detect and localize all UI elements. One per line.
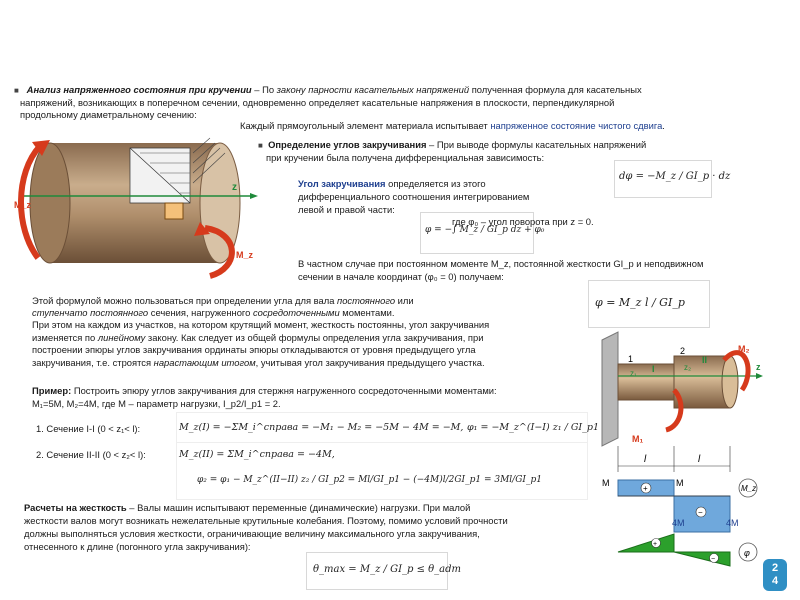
shaft-torsion-figure	[10, 118, 270, 278]
usage-line-5: построении эпюры углов закручивания ординаты эпюры откладываются от уровня предыдущего угла	[32, 344, 476, 355]
section-1-label: 1. Сечение I-I (0 < z₁< l):	[36, 423, 141, 434]
z2-label: z₂	[684, 363, 692, 372]
pure-shear-suffix: .	[662, 120, 665, 131]
shear-element	[165, 203, 183, 219]
shaft-section-1	[618, 364, 674, 400]
torque-4M-right: 4M	[726, 518, 739, 528]
m1-label: M₁	[632, 434, 644, 444]
stiffness-text: – Валы машин испытывают переменные (динамические) нагрузки. При малой	[126, 502, 471, 513]
m2-label: M₂	[738, 344, 750, 354]
formula-integral: φ = −∫ M_z / GI_p dz + φ₀	[420, 212, 534, 254]
mz-diagram-label: M_z	[741, 484, 757, 493]
angle-def-line-2: при кручении была получена дифференциальная зависимость:	[266, 152, 545, 163]
stiffness-title: Расчеты на жесткость	[24, 502, 127, 513]
fixed-wall	[602, 332, 618, 446]
torque-M-right: M	[676, 478, 684, 488]
phi-diagram-label: φ	[744, 548, 750, 558]
torque-4M-left: 4M	[672, 518, 685, 528]
formula-dphi: dφ = −M_z / GI_p · dz	[614, 160, 712, 198]
left-moment-label: M_z	[14, 200, 32, 210]
usage-line-3: При этом на каждом из участков, на котором крутящий момент, жесткость постоянны, угол закручивания	[32, 319, 490, 330]
stepped-shaft-figure	[596, 330, 766, 600]
section-II-label: II	[702, 355, 708, 365]
special-line-2: сечении в начале координат (φ₀ = 0) получаем:	[298, 271, 504, 282]
angle-def-text: – При выводе формулы касательных напряжений	[426, 139, 647, 150]
twist-line-1	[298, 178, 608, 191]
torque-plus-sign: +	[643, 484, 648, 493]
stiffness-line-2: жесткости валов могут возникать нежелательные крутильные колебания. Поэтому, помимо условий прочности	[24, 515, 508, 526]
torque-M-left: M	[602, 478, 610, 488]
example-text: Построить эпюру углов закручивания для стержня нагруженного сосредоточенными моментами:	[71, 385, 497, 396]
special-line-1: В частном случае при постоянном моменте M_z, постоянной жесткости GI_p и неподвижном	[298, 258, 704, 269]
usage-line-4: изменяется по линейному закону. Как следует из общей формулы определения угла закручивания, при	[32, 332, 484, 343]
right-moment-label: M_z	[236, 250, 254, 260]
bullet-icon: ■	[14, 86, 19, 95]
intro-law: закону парности касательных напряжений	[276, 84, 470, 95]
phi-zero-note: где φ₀ – угол поворота при z = 0.	[452, 216, 594, 227]
intro-text: – По	[251, 84, 277, 95]
section-2-label: 2. Сечение II-II (0 < z₂< l):	[36, 449, 146, 460]
page-number-digit-2: 4	[771, 575, 779, 587]
example-line-1	[32, 385, 592, 398]
intro-line-2: напряжений, возникающих в поперечном сечении, одновременно определяет касательные напряжения в плоскости, перпендикулярной	[20, 97, 615, 108]
pure-shear-prefix: Каждый прямоугольный элемент материала испытывает	[240, 120, 491, 131]
section-2-marker: 2	[680, 346, 686, 356]
intro-text-2: полученная формула для касательных	[469, 84, 642, 95]
intro-title: Анализ напряженного состояния при кручении	[26, 84, 252, 95]
intro-paragraph	[14, 84, 774, 98]
angle-plus-region	[618, 534, 674, 552]
length-l1: l	[644, 454, 647, 465]
angle-minus-region	[674, 552, 730, 566]
page-number-digit-1: 2	[771, 562, 779, 574]
shaft-left-end	[30, 143, 70, 263]
z-axis-label: z	[232, 182, 237, 193]
stiffness-line-1	[24, 502, 604, 515]
twist-title: Угол закручивания	[298, 178, 386, 189]
twist-line-2: дифференциального соотношения интегрированием	[298, 191, 530, 202]
usage-line-2: ступенчато постоянного сечения, нагруженного сосредоточенными моментами.	[32, 307, 395, 318]
twist-line-3: левой и правой части:	[298, 204, 395, 215]
section-1-marker: 1	[628, 354, 634, 364]
angle-def-title: Определение углов закручивания	[268, 139, 427, 150]
twist-text: определяется из этого	[385, 178, 486, 189]
stiffness-line-3: должны выполняться условия жесткости, ограничивающие величину максимального угла закручивания,	[24, 528, 480, 539]
usage-line-6: закручивания, т.е. строятся нарастающим итогом, учитывая угол закручивания предыдущего участка.	[32, 357, 485, 368]
z1-label: z₁	[630, 369, 637, 378]
usage-line-1: Этой формулой можно пользоваться при определении угла для вала постоянного или	[32, 295, 414, 306]
formula-rigidity: θ_max = M_z / GI_p ≤ θ_adm	[306, 552, 448, 590]
angle-plus-sign: +	[653, 541, 658, 548]
formula-section-1: M_z(I) = −ΣM_i^справа = −M₁ − M₂ = −5M − 4M = −M, φ₁ = −M_z^(I−I) z₁ / GI_p1	[176, 412, 588, 444]
intro-line-3: продольному диаметральному сечению:	[20, 109, 197, 120]
bullet-icon: ■	[258, 141, 263, 150]
angle-minus-sign: −	[711, 556, 716, 563]
formula-section-2: M_z(II) = ΣM_i^справа = −4M, φ₂ = φ₁ − M_z^(II−II) z₂ / GI_p2 = Ml/GI_p1 − (−4M)l/2GI_p1 = 3Ml/GI_p1	[176, 442, 588, 500]
formula-linear: φ = M_z l / GI_p	[588, 280, 710, 328]
example-label: Пример:	[32, 385, 72, 396]
example-line-2: M₁=5M, M₂=4M, где M – параметр нагрузки, I_p2/I_p1 = 2.	[32, 398, 281, 409]
axis-z-label: z	[756, 362, 761, 372]
page-number-badge	[763, 559, 787, 591]
angle-definition	[258, 139, 788, 153]
stiffness-line-4: отнесенного к длине (погонного угла закручивания):	[24, 541, 251, 552]
pure-shear-line	[240, 120, 790, 133]
pure-shear-highlight: напряженное состояние чистого сдвига	[490, 120, 663, 131]
section-I-label: I	[652, 364, 655, 374]
torque-minus-sign: −	[698, 508, 703, 517]
length-l2: l	[698, 454, 701, 465]
